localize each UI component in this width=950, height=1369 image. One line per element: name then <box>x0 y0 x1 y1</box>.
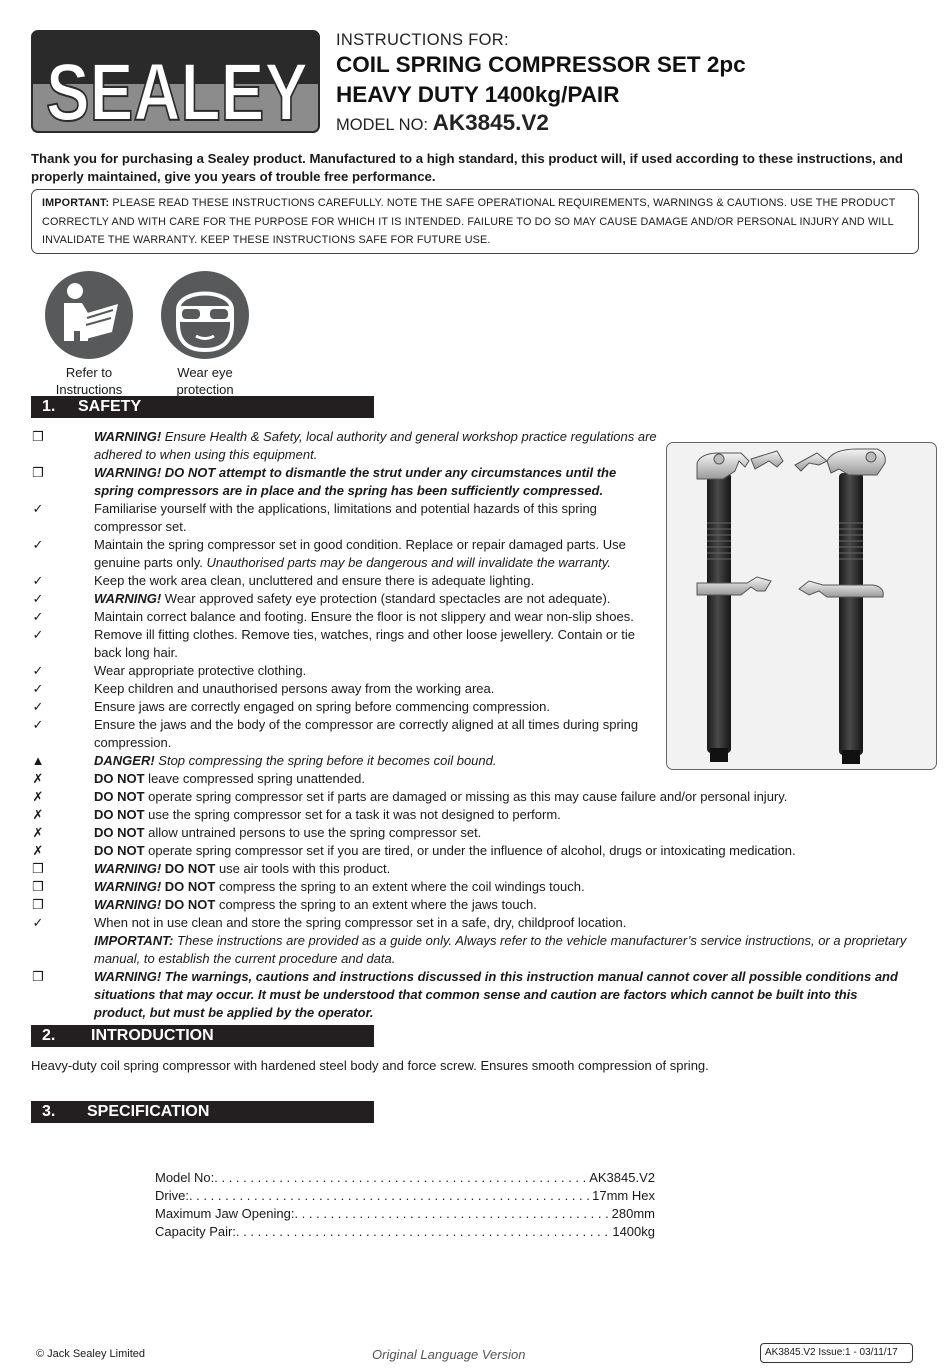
safety-item <box>31 752 658 770</box>
check-icon: ✓ <box>32 501 44 516</box>
section-number: 3. <box>42 1103 56 1120</box>
spec-value: AK3845.V2 <box>589 1170 655 1185</box>
safety-item <box>31 698 658 716</box>
safety-item-text: Familiarise yourself with the applications, limitations and potential hazards of this spring compressor set. <box>94 501 597 534</box>
safety-item-text: leave compressed spring unattended. <box>144 771 365 786</box>
safety-item-label: WARNING! <box>94 897 162 912</box>
safety-item-label: DO NOT <box>94 843 145 858</box>
check-icon: ✓ <box>32 681 44 696</box>
safety-item <box>31 770 911 788</box>
safety-item-text: Ensure Health & Safety, local authority and general workshop practice regulations are adhered to when using this equipment. <box>94 429 657 462</box>
language-version: Original Language Version <box>372 1347 526 1362</box>
warning-box-icon: ❒ <box>32 429 44 444</box>
model-label: MODEL NO: <box>336 116 428 134</box>
safety-item-emphasis: DO NOT <box>161 897 216 912</box>
safety-item-text: Remove ill fitting clothes. Remove ties, watches, rings and other loose jewellery. Contain or tie back long hair. <box>94 627 635 660</box>
safety-item-emphasis: DO NOT <box>161 861 216 876</box>
eye-protection-line2: protection <box>176 381 234 397</box>
eye-protection-symbol <box>154 270 256 398</box>
title-block <box>336 31 936 138</box>
important-notice-box <box>31 189 919 254</box>
safety-item <box>31 896 911 914</box>
section-introduction-header <box>31 1025 374 1047</box>
warning-box-icon: ❒ <box>32 465 44 480</box>
safety-item-label: DO NOT <box>94 807 145 822</box>
product-title-line1: COIL SPRING COMPRESSOR SET 2pc <box>336 52 746 77</box>
spec-value: 1400kg <box>612 1224 655 1239</box>
safety-item-text: Keep children and unauthorised persons away from the working area. <box>94 681 495 696</box>
eye-protection-line1: Wear eye <box>177 365 233 380</box>
safety-goggles-icon <box>160 270 250 360</box>
spec-row <box>155 1223 655 1241</box>
refer-instructions-line2: Instructions <box>55 381 123 397</box>
cross-icon: ✗ <box>32 771 44 786</box>
safety-item-text: compress the spring to an extent where the jaws touch. <box>215 897 537 912</box>
check-icon: ✓ <box>32 699 44 714</box>
section-safety-header <box>31 396 374 418</box>
safety-item <box>31 914 911 932</box>
safety-item <box>31 590 658 608</box>
instructions-for-label: INSTRUCTIONS FOR: <box>336 31 509 49</box>
spec-label: Model No: <box>155 1170 215 1185</box>
safety-item-text: These instructions are provided as a guide only. Always refer to the vehicle manufacturer’s service instructions, or a proprietary manual, to establish the current procedure and data. <box>94 933 907 966</box>
safety-item-text: WARNING! The warnings, cautions and instructions discussed in this instruction manual cannot cover all possible conditions and situations that may occur. It must be understood that common sense and caution are factors which cannot be built into this product, but must be applied by the operator. <box>94 969 898 1020</box>
section-number: 2. <box>42 1027 56 1044</box>
check-icon: ✓ <box>32 663 44 678</box>
safety-item-text: Stop compressing the spring before it becomes coil bound. <box>154 753 497 768</box>
warning-box-icon: ❒ <box>32 861 44 876</box>
section-specification-header <box>31 1101 374 1123</box>
safety-item-text: Ensure the jaws and the body of the compressor are correctly aligned at all times during spring compression. <box>94 717 639 750</box>
safety-item-label: IMPORTANT: <box>94 933 174 948</box>
safety-item-label: DO NOT <box>94 825 145 840</box>
safety-item-text: operate spring compressor set if parts are damaged or missing as this may cause failure and/or personal injury. <box>144 789 788 804</box>
copyright: © Jack Sealey Limited <box>36 1348 145 1360</box>
model-value: AK3845.V2 <box>432 110 549 135</box>
safety-item <box>31 500 658 536</box>
introduction-text: Heavy-duty coil spring compressor with hardened steel body and force screw. Ensures smooth compression of spring. <box>31 1058 709 1073</box>
safety-item <box>31 968 911 1022</box>
safety-item <box>31 536 658 572</box>
safety-item-label: DO NOT <box>94 789 145 804</box>
danger-triangle-icon: ▲ <box>31 753 45 768</box>
section-title: SAFETY <box>78 398 142 415</box>
safety-item <box>31 680 658 698</box>
thank-you-text: Thank you for purchasing a Sealey product. Manufactured to a high standard, this product will, if used according to these instructions, and properly maintained, give you years of trouble free performance. <box>31 151 903 184</box>
safety-item-text: Maintain correct balance and footing. Ensure the floor is not slippery and wear non-slip shoes. <box>94 609 634 624</box>
issue-box: AK3845.V2 Issue:1 - 03/11/17 <box>760 1343 913 1363</box>
safety-item <box>31 842 911 860</box>
warning-box-icon: ❒ <box>32 897 44 912</box>
logo-wordmark: SEALEY <box>46 47 308 135</box>
spec-label: Capacity Pair: <box>155 1224 236 1239</box>
spec-label: Drive: <box>155 1188 189 1203</box>
spec-row <box>155 1205 655 1223</box>
check-icon: ✓ <box>32 915 44 930</box>
spec-value: 17mm Hex <box>592 1188 655 1203</box>
safety-item-text: compress the spring to an extent where the coil windings touch. <box>215 879 585 894</box>
safety-item <box>31 464 658 500</box>
safety-item <box>31 608 658 626</box>
safety-item-emphasis: DO NOT <box>161 879 216 894</box>
safety-item-label: WARNING! <box>94 429 162 444</box>
cross-icon: ✗ <box>32 843 44 858</box>
safety-item-note: Unauthorised parts may be dangerous and will invalidate the warranty. <box>206 555 611 570</box>
check-icon: ✓ <box>32 609 44 624</box>
safety-item-text: Keep the work area clean, uncluttered and ensure there is adequate lighting. <box>94 573 535 588</box>
check-icon: ✓ <box>32 717 44 732</box>
safety-item <box>31 788 911 806</box>
safety-item-text: WARNING! DO NOT attempt to dismantle the strut under any circumstances until the spring compressors are in place and the spring has been sufficiently compressed. <box>94 465 617 498</box>
product-title-line2: HEAVY DUTY 1400kg/PAIR <box>336 82 620 107</box>
safety-item-text: When not in use clean and store the spring compressor set in a safe, dry, childproof location. <box>94 915 627 930</box>
safety-item-text: Maintain the spring compressor set in good condition. Replace or repair damaged parts. Use genuine parts only. <box>94 537 626 570</box>
cross-icon: ✗ <box>32 789 44 804</box>
safety-item-text: Ensure jaws are correctly engaged on spring before commencing compression. <box>94 699 550 714</box>
safety-item <box>31 428 658 464</box>
safety-item-label: WARNING! <box>94 879 162 894</box>
specification-table <box>155 1169 655 1241</box>
safety-item-text: Wear appropriate protective clothing. <box>94 663 307 678</box>
refer-instructions-line1: Refer to <box>65 365 113 380</box>
check-icon: ✓ <box>32 591 44 606</box>
refer-instructions-symbol <box>38 270 140 398</box>
spec-row <box>155 1169 655 1187</box>
safety-item-text: Wear approved safety eye protection (standard spectacles are not adequate). <box>161 591 611 606</box>
safety-item <box>31 932 911 968</box>
safety-item-text: allow untrained persons to use the spring compressor set. <box>144 825 482 840</box>
safety-item-label: DANGER! <box>94 753 155 768</box>
safety-item-text: operate spring compressor set if you are tired, or under the influence of alcohol, drugs or intoxicating medication. <box>144 843 796 858</box>
safety-item <box>31 878 911 896</box>
cross-icon: ✗ <box>32 825 44 840</box>
spec-value: 280mm <box>611 1206 655 1221</box>
section-number: 1. <box>42 398 56 415</box>
section-title: SPECIFICATION <box>87 1103 210 1120</box>
spring-compressor-illustration <box>667 443 936 769</box>
section-title: INTRODUCTION <box>91 1027 214 1044</box>
check-icon: ✓ <box>32 537 44 552</box>
read-manual-icon <box>44 270 134 360</box>
check-icon: ✓ <box>32 573 44 588</box>
check-icon: ✓ <box>32 627 44 642</box>
safety-item-text: use air tools with this product. <box>215 861 391 876</box>
safety-item <box>31 662 658 680</box>
model-number <box>336 110 936 138</box>
safety-item-label: DO NOT <box>94 771 145 786</box>
spec-row <box>155 1187 655 1205</box>
safety-item <box>31 824 911 842</box>
safety-item <box>31 716 658 752</box>
safety-item-label: WARNING! <box>94 861 162 876</box>
spec-label: Maximum Jaw Opening: <box>155 1206 295 1221</box>
important-text: PLEASE READ THESE INSTRUCTIONS CAREFULLY. NOTE THE SAFE OPERATIONAL REQUIREMENTS, WARNINGS & CAUTIONS. USE THE PRODUCT CORRECTLY AND WITH CARE FOR THE PURPOSE FOR WHICH IT IS INTENDED. FAILURE TO DO SO MAY CAUSE DAMAGE AND/OR PERSONAL INJURY AND WILL INVALIDATE THE WARRANTY. KEEP THESE INSTRUCTIONS SAFE FOR FUTURE USE. <box>42 197 896 246</box>
safety-item <box>31 806 911 824</box>
safety-item-text: use the spring compressor set for a task it was not designed to perform. <box>144 807 561 822</box>
product-photo <box>666 442 937 770</box>
safety-item-label: WARNING! <box>94 591 162 606</box>
safety-item <box>31 860 911 878</box>
important-label: IMPORTANT: <box>42 197 110 209</box>
sealey-logo <box>31 30 320 133</box>
safety-item <box>31 572 658 590</box>
warning-box-icon: ❒ <box>32 969 44 984</box>
cross-icon: ✗ <box>32 807 44 822</box>
warning-box-icon: ❒ <box>32 879 44 894</box>
safety-item <box>31 626 658 662</box>
